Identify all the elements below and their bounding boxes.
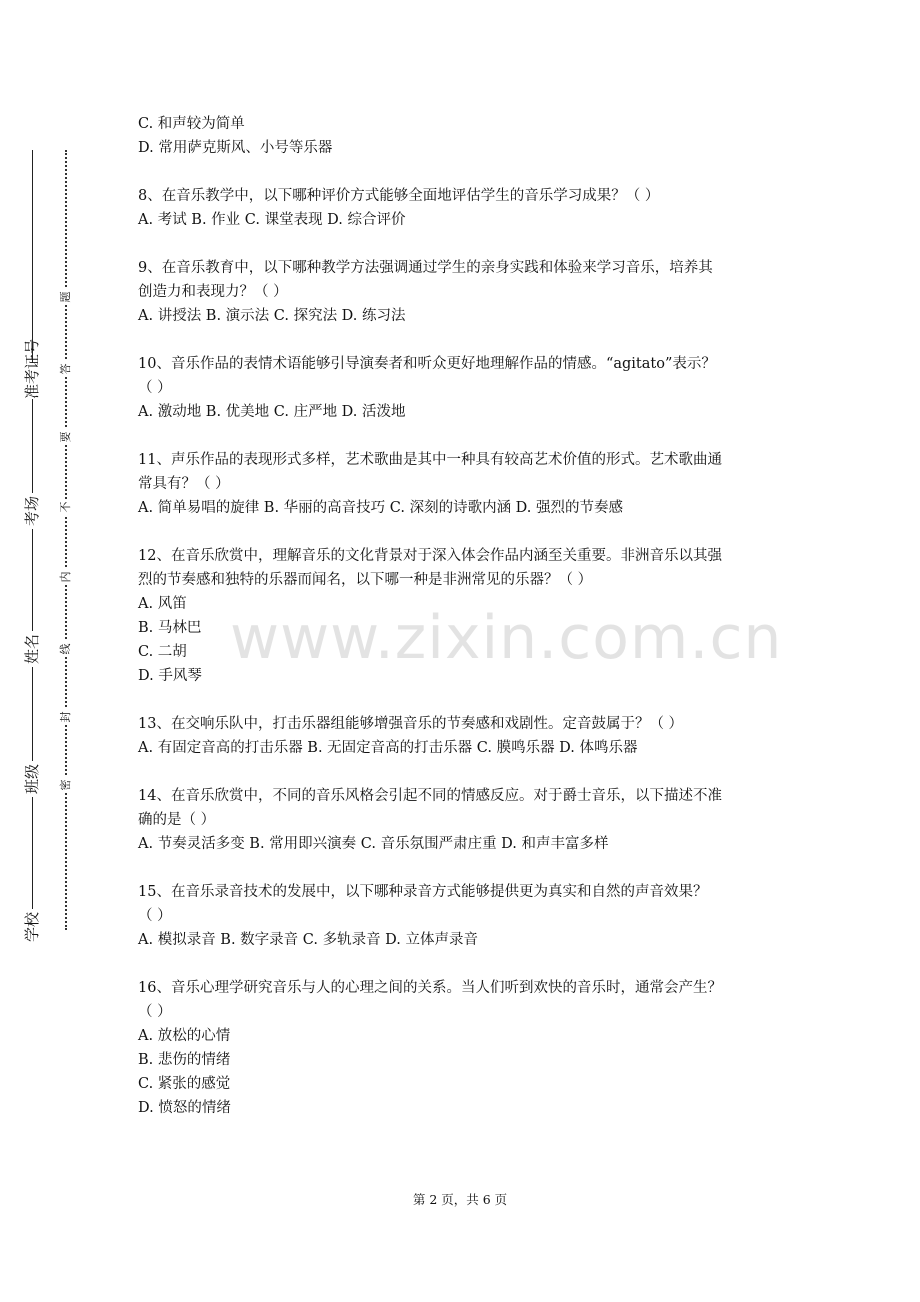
question-block bbox=[138, 448, 788, 520]
question-line: 烈的节奏感和独特的乐器而闻名，以下哪一种是非洲常见的乐器？（ ） bbox=[138, 572, 593, 588]
seal-char: 要 bbox=[59, 429, 73, 445]
question-line: 14、在音乐欣赏中，不同的音乐风格会引起不同的情感反应。对于爵士音乐，以下描述不准 bbox=[138, 788, 722, 804]
question-block bbox=[138, 112, 788, 160]
question-line: C. 和声较为简单 bbox=[138, 116, 245, 132]
binding-margin bbox=[14, 150, 74, 950]
seal-char: 不 bbox=[59, 499, 73, 515]
question-line: A. 节奏灵活多变 B. 常用即兴演奏 C. 音乐氛围严肃庄重 D. 和声丰富多样 bbox=[138, 836, 609, 852]
question-block bbox=[138, 352, 788, 424]
binding-field-name: 姓名 bbox=[23, 631, 41, 667]
question-line: 10、音乐作品的表情术语能够引导演奏者和听众更好地理解作品的情感。“agitato”表示？ bbox=[138, 356, 716, 372]
seal-char: 答 bbox=[59, 361, 73, 377]
question-line: D. 手风琴 bbox=[138, 668, 202, 684]
page-footer: 第 2 页，共 6 页 bbox=[412, 1192, 508, 1207]
question-block bbox=[138, 184, 788, 232]
binding-field-exam-room: 考场 bbox=[23, 493, 41, 529]
question-line: A. 模拟录音 B. 数字录音 C. 多轨录音 D. 立体声录音 bbox=[138, 932, 479, 948]
binding-dotted-line bbox=[65, 150, 68, 930]
question-block bbox=[138, 544, 788, 688]
question-line: （ ） bbox=[138, 1004, 172, 1020]
question-line: A. 考试 B. 作业 C. 课堂表现 D. 综合评价 bbox=[138, 212, 406, 228]
question-line: 15、在音乐录音技术的发展中，以下哪种录音方式能够提供更为真实和自然的声音效果？ bbox=[138, 884, 708, 900]
seal-char: 线 bbox=[59, 641, 73, 657]
question-line: A. 有固定音高的打击乐器 B. 无固定音高的打击乐器 C. 膜鸣乐器 D. 体鸣乐器 bbox=[138, 740, 638, 756]
question-list bbox=[138, 112, 788, 1120]
question-line: B. 悲伤的情绪 bbox=[138, 1052, 231, 1068]
question-block bbox=[138, 712, 788, 760]
question-line: A. 简单易唱的旋律 B. 华丽的高音技巧 C. 深刻的诗歌内涵 D. 强烈的节奏感 bbox=[138, 500, 624, 516]
question-line: 11、声乐作品的表现形式多样，艺术歌曲是其中一种具有较高艺术价值的形式。艺术歌曲通 bbox=[138, 452, 722, 468]
question-line: D. 常用萨克斯风、小号等乐器 bbox=[138, 140, 333, 156]
binding-field-school: 学校 bbox=[23, 909, 41, 945]
question-line: 8、在音乐教学中，以下哪种评价方式能够全面地评估学生的音乐学习成果？（ ） bbox=[138, 188, 660, 204]
question-block bbox=[138, 784, 788, 856]
seal-char: 内 bbox=[59, 569, 73, 585]
question-line: 13、在交响乐队中，打击乐器组能够增强音乐的节奏感和戏剧性。定音鼓属于？（ ） bbox=[138, 716, 684, 732]
question-block bbox=[138, 976, 788, 1120]
question-line: A. 风笛 bbox=[138, 596, 187, 612]
question-block bbox=[138, 256, 788, 328]
question-line: 9、在音乐教育中，以下哪种教学方法强调通过学生的亲身实践和体验来学习音乐，培养其 bbox=[138, 260, 713, 276]
question-line: A. 激动地 B. 优美地 C. 庄严地 D. 活泼地 bbox=[138, 404, 406, 420]
seal-char: 封 bbox=[59, 709, 73, 725]
question-line: C. 二胡 bbox=[138, 644, 187, 660]
question-line: 16、音乐心理学研究音乐与人的心理之间的关系。当人们听到欢快的音乐时，通常会产生？ bbox=[138, 980, 722, 996]
question-line: C. 紧张的感觉 bbox=[138, 1076, 231, 1092]
binding-field-class: 班级 bbox=[23, 761, 41, 797]
question-line: 确的是（ ） bbox=[138, 812, 216, 828]
question-line: 创造力和表现力？（ ） bbox=[138, 284, 288, 300]
question-line: （ ） bbox=[138, 908, 172, 924]
question-line: A. 放松的心情 bbox=[138, 1028, 231, 1044]
question-line: D. 愤怒的情绪 bbox=[138, 1100, 231, 1116]
question-block bbox=[138, 880, 788, 952]
question-line: A. 讲授法 B. 演示法 C. 探究法 D. 练习法 bbox=[138, 308, 406, 324]
question-line: 12、在音乐欣赏中，理解音乐的文化背景对于深入体会作品内涵至关重要。非洲音乐以其强 bbox=[138, 548, 722, 564]
question-line: B. 马林巴 bbox=[138, 620, 202, 636]
question-line: （ ） bbox=[138, 380, 172, 396]
watermark: www.zixin.com.cn bbox=[230, 603, 783, 673]
question-line: 常具有？（ ） bbox=[138, 476, 230, 492]
seal-char: 题 bbox=[59, 289, 73, 305]
seal-char: 密 bbox=[59, 777, 73, 793]
binding-field-exam-id: 准考证号 bbox=[23, 338, 41, 399]
binding-solid-line bbox=[32, 150, 33, 930]
